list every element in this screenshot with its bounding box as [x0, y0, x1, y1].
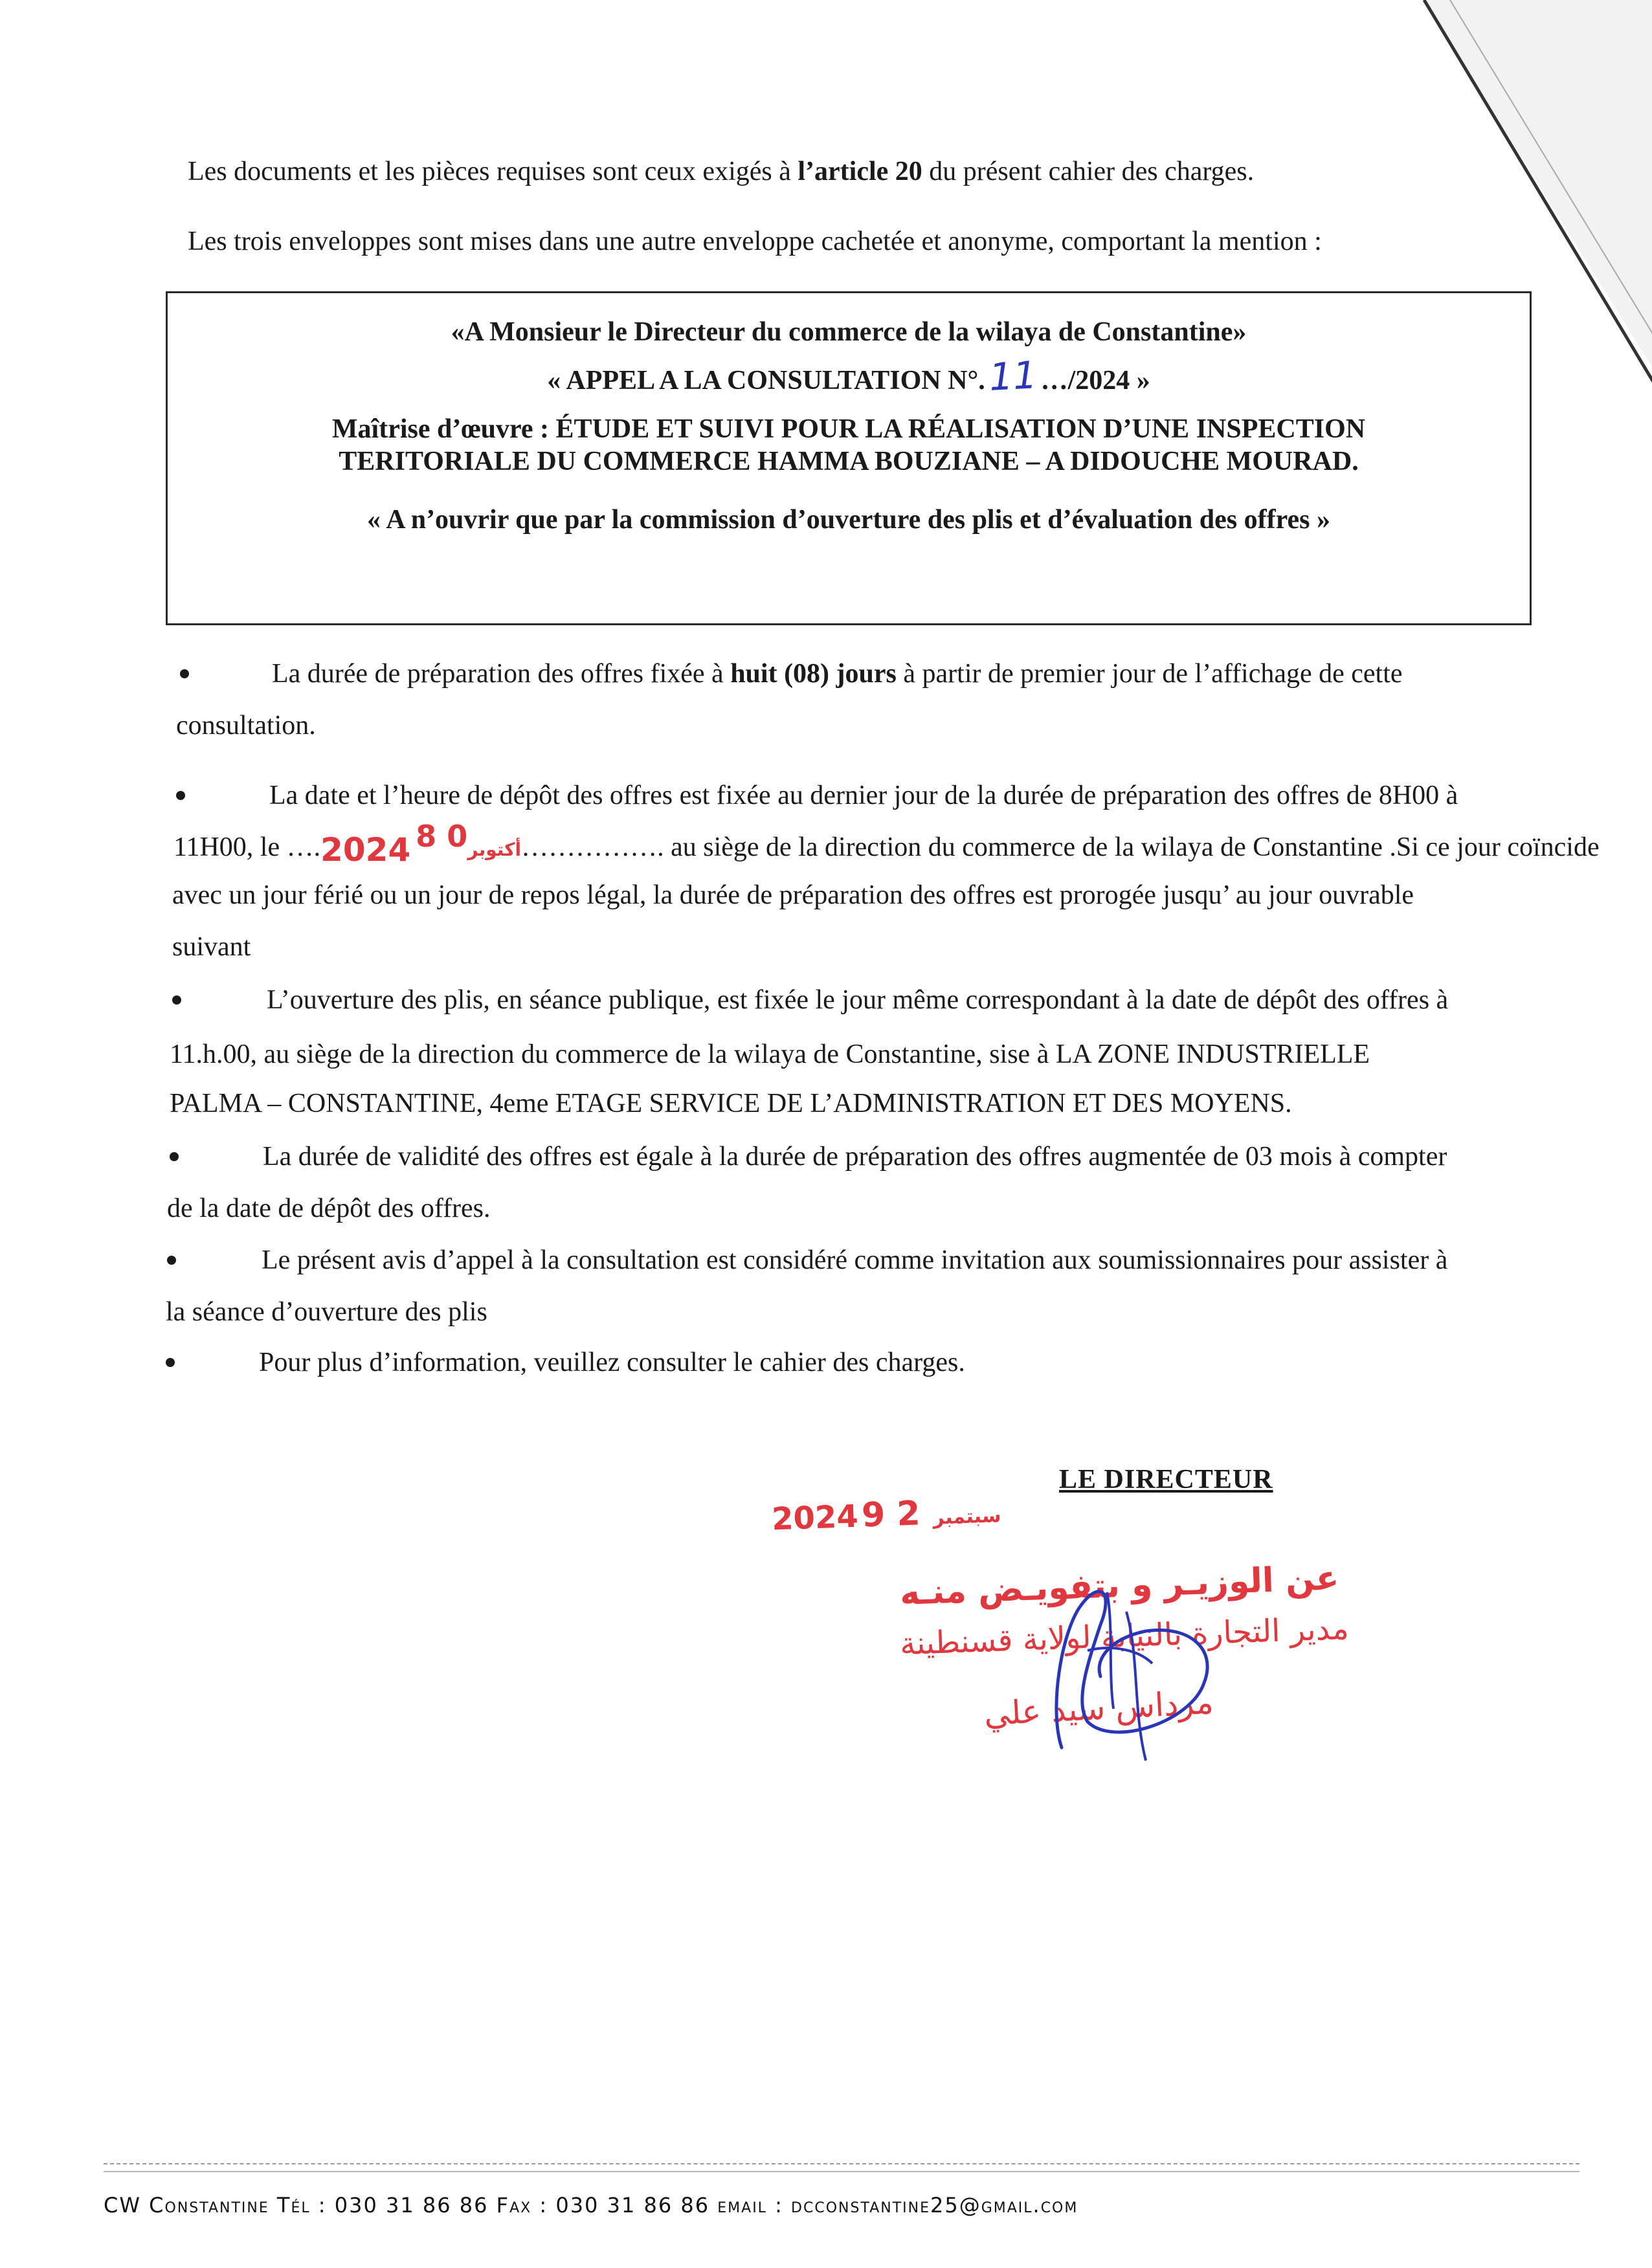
footer-contact-line: CW Constantine Tél : 030 31 86 86 Fax : 030 31 86 86 email : dcconstantine25@gmail.com: [104, 2193, 1078, 2218]
bullet-3-line-2: 11.h.00, au siège de la direction du commerce de la wilaya de Constantine, sise à LA ZONE INDUSTRIELLE: [170, 1040, 1370, 1069]
sign-date-month: سبتمبر: [932, 1504, 1002, 1529]
bullet-1-dot: [180, 669, 189, 678]
footer-rule-dashed: [104, 2163, 1579, 2164]
dots-right: …: [1040, 366, 1068, 395]
dots-left: .: [978, 366, 985, 395]
bullet-6-line-1: Pour plus d’information, veuillez consulter le cahier des charges.: [259, 1348, 965, 1377]
bullet-3-line-3: PALMA – CONSTANTINE, 4eme ETAGE SERVICE DE L’ADMINISTRATION ET DES MOYENS.: [170, 1089, 1292, 1118]
project-title-line-2: TERITORIALE DU COMMERCE HAMMA BOUZIANE – A DIDOUCHE MOURAD.: [339, 447, 1359, 476]
bullet-5-dot: [167, 1256, 176, 1265]
bullet-3-dot: [172, 995, 181, 1005]
bullet-6-dot: [166, 1358, 175, 1367]
bullet-4-dot: [170, 1152, 179, 1161]
footer-rule: [104, 2171, 1579, 2172]
open-notice: « A n’ouvrir que par la commission d’ouverture des plis et d’évaluation des offres »: [367, 505, 1330, 535]
intro-line-2: Les trois enveloppes sont mises dans une autre enveloppe cachetée et anonyme, comportant la mention :: [188, 227, 1322, 256]
bullet-2-line-4: suivant: [172, 932, 251, 962]
sign-date-year: 2024: [771, 1498, 859, 1538]
consultation-number-line: « APPEL A LA CONSULTATION N°.11 …/2024 »: [547, 353, 1150, 399]
director-signature: [867, 1553, 1321, 1767]
bullet-2-line-1: La date et l’heure de dépôt des offres est fixée au dernier jour de la durée de préparation des offres de 8H00 à: [269, 781, 1458, 810]
bullet-3-line-1: L’ouverture des plis, en séance publique, est fixée le jour même correspondant à la date de dépôt des offres à: [267, 985, 1449, 1015]
envelope-mention-box: [166, 291, 1532, 625]
bullet-2-line-3: avec un jour férié ou un jour de repos légal, la durée de préparation des offres est prorogée jusqu’ au jour ouvrable: [172, 880, 1414, 910]
bullet-2-line-2: 11H00, le ….2024 أكتوبر0 8 ……………. au siège de la direction du commerce de la wilaya de Constantine .Si ce jour coïncide: [173, 819, 1600, 869]
deposit-date-stamp-year: 2024: [320, 831, 411, 869]
delegation-stamp-line-3: مرداس سيد علي: [983, 1683, 1214, 1733]
deposit-date-stamp-day: 0 8: [416, 819, 468, 854]
signature-title: LE DIRECTEUR: [1059, 1465, 1273, 1495]
deposit-date-stamp-month: أكتوبر: [467, 839, 522, 860]
sign-date-day: 2 9: [861, 1494, 921, 1535]
handwritten-consultation-number: 11: [988, 353, 1038, 399]
envelope-addressee: «A Monsieur le Directeur du commerce de la wilaya de Constantine»: [451, 317, 1247, 347]
bullet-5-line-2: la séance d’ouverture des plis: [166, 1297, 487, 1327]
bullet-1-line-1: La durée de préparation des offres fixée à huit (08) jours à partir de premier jour de l’affichage de cette: [272, 659, 1403, 689]
bullet-2-dot: [176, 791, 185, 800]
project-title-line-1: Maîtrise d’œuvre : ÉTUDE ET SUIVI POUR LA RÉALISATION D’UNE INSPECTION: [331, 414, 1366, 444]
bullet-4-line-2: de la date de dépôt des offres.: [167, 1194, 491, 1223]
signature-date-stamp: [771, 1491, 1010, 1539]
bullet-5-line-1: Le présent avis d’appel à la consultation est considéré comme invitation aux soumissionnaires pour assister à: [262, 1245, 1448, 1275]
bullet-4-line-1: La durée de validité des offres est égale à la durée de préparation des offres augmentée de 03 mois à compter: [263, 1142, 1447, 1172]
bullet-1-line-2: consultation.: [176, 711, 316, 740]
intro-line-1: Les documents et les pièces requises sont ceux exigés à l’article 20 du présent cahier des charges.: [188, 157, 1255, 186]
delegation-stamp-line-1: عن الوزيـر و بتفويـض منـه: [899, 1559, 1340, 1613]
delegation-stamp-line-2: مدير التجارة بالنيابة لولاية قسنطينة: [899, 1610, 1350, 1663]
